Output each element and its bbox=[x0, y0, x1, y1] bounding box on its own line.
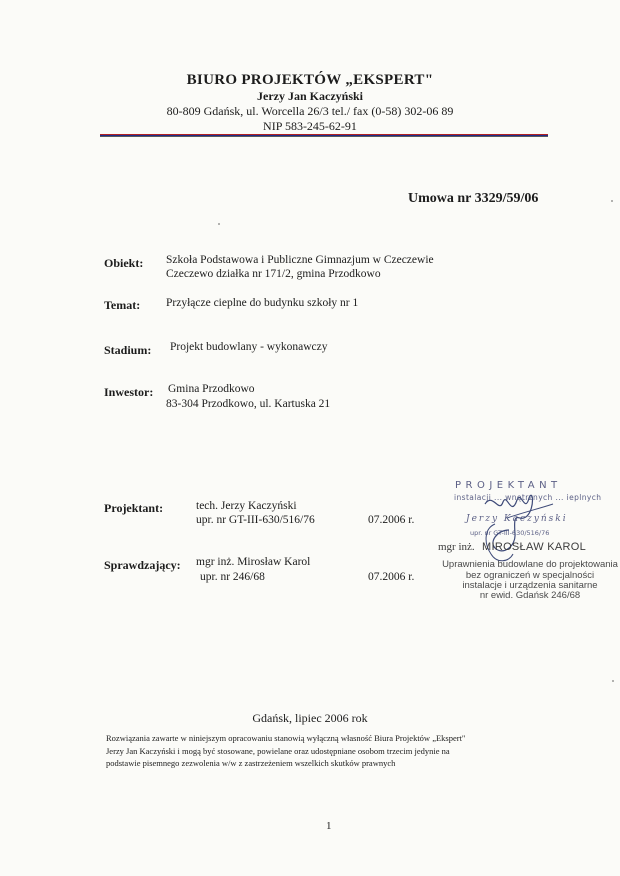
temat-value: Przyłącze cieplne do budynku szkoły nr 1 bbox=[166, 297, 359, 309]
stamp-karol-line2: bez ograniczeń w specjalności bbox=[465, 570, 595, 581]
stamp-karol-name: MIROSŁAW KAROL bbox=[482, 541, 587, 553]
stamp-projektant-signature-name: Jerzy Kaczyński bbox=[466, 514, 568, 524]
stamp-karol-line3: instalacje i urządzenia sanitarne bbox=[462, 580, 598, 591]
inwestor-value-line2: 83-304 Przodkowo, ul. Kartuska 21 bbox=[166, 398, 331, 410]
stamp-projektant-subtitle: instalacji ... wnętrznych ... ieplnych bbox=[454, 493, 602, 502]
footer-place-date: Gdańsk, lipiec 2006 rok bbox=[252, 711, 368, 725]
obiekt-label: Obiekt: bbox=[104, 256, 144, 270]
stadium-value: Projekt budowlany - wykonawczy bbox=[170, 341, 328, 353]
contract-number: Umowa nr 3329/59/06 bbox=[408, 191, 539, 206]
scan-speck bbox=[218, 223, 220, 225]
stamp-karol-line4: nr ewid. Gdańsk 246/68 bbox=[479, 590, 581, 601]
projektant-name: tech. Jerzy Kaczyński bbox=[196, 500, 297, 512]
sprawdzajacy-label: Sprawdzający: bbox=[104, 558, 181, 572]
inwestor-value-line1: Gmina Przodkowo bbox=[168, 383, 255, 395]
stamp-projektant-license: upr. nr GT-III-630/516/76 bbox=[470, 529, 550, 537]
sprawdzajacy-date: 07.2006 r. bbox=[368, 571, 415, 583]
stadium-label: Stadium: bbox=[104, 343, 152, 357]
scan-speck bbox=[611, 200, 613, 202]
stamp-karol-prefix: mgr inż. bbox=[438, 541, 475, 553]
obiekt-value-line2: Czeczewo działka nr 171/2, gmina Przodkowo bbox=[166, 268, 381, 280]
stamp-projektant-title: PROJEKTANT bbox=[455, 480, 562, 491]
projektant-date: 07.2006 r. bbox=[368, 514, 415, 526]
company-address: 80-809 Gdańsk, ul. Worcella 26/3 tel./ fax (0-58) 302-06 89 bbox=[166, 104, 454, 118]
sprawdzajacy-license: upr. nr 246/68 bbox=[200, 571, 265, 583]
company-nip: NIP 583-245-62-91 bbox=[263, 119, 357, 133]
inwestor-label: Inwestor: bbox=[104, 385, 154, 399]
temat-label: Temat: bbox=[104, 298, 141, 312]
company-name: BIURO PROJEKTÓW „EKSPERT" bbox=[186, 72, 434, 88]
page-number: 1 bbox=[326, 820, 332, 832]
projektant-license: upr. nr GT-III-630/516/76 bbox=[196, 514, 315, 526]
company-owner: Jerzy Jan Kaczyński bbox=[257, 89, 363, 103]
footer-note-line3: podstawie pisemnego zezwolenia w/w z zastrzeżeniem wszelkich skutków prawnych bbox=[106, 758, 396, 768]
sprawdzajacy-name: mgr inż. Mirosław Karol bbox=[196, 556, 311, 568]
projektant-label: Projektant: bbox=[104, 501, 164, 515]
header-rule-gray bbox=[100, 136, 548, 137]
obiekt-value-line1: Szkoła Podstawowa i Publiczne Gimnazjum w Czeczewie bbox=[166, 254, 434, 266]
scan-speck bbox=[612, 680, 614, 682]
stamp-karol-line1: Uprawnienia budowlane do projektowania bbox=[442, 559, 618, 570]
footer-note-line1: Rozwiązania zawarte w niniejszym opracowaniu stanowią wyłączną własność Biura Projektów „Ekspert" bbox=[106, 733, 466, 743]
footer-note-line2: Jerzy Jan Kaczyński i mogą być stosowane, powielane oraz udostępniane osobom trzecim jedynie na bbox=[106, 746, 450, 756]
